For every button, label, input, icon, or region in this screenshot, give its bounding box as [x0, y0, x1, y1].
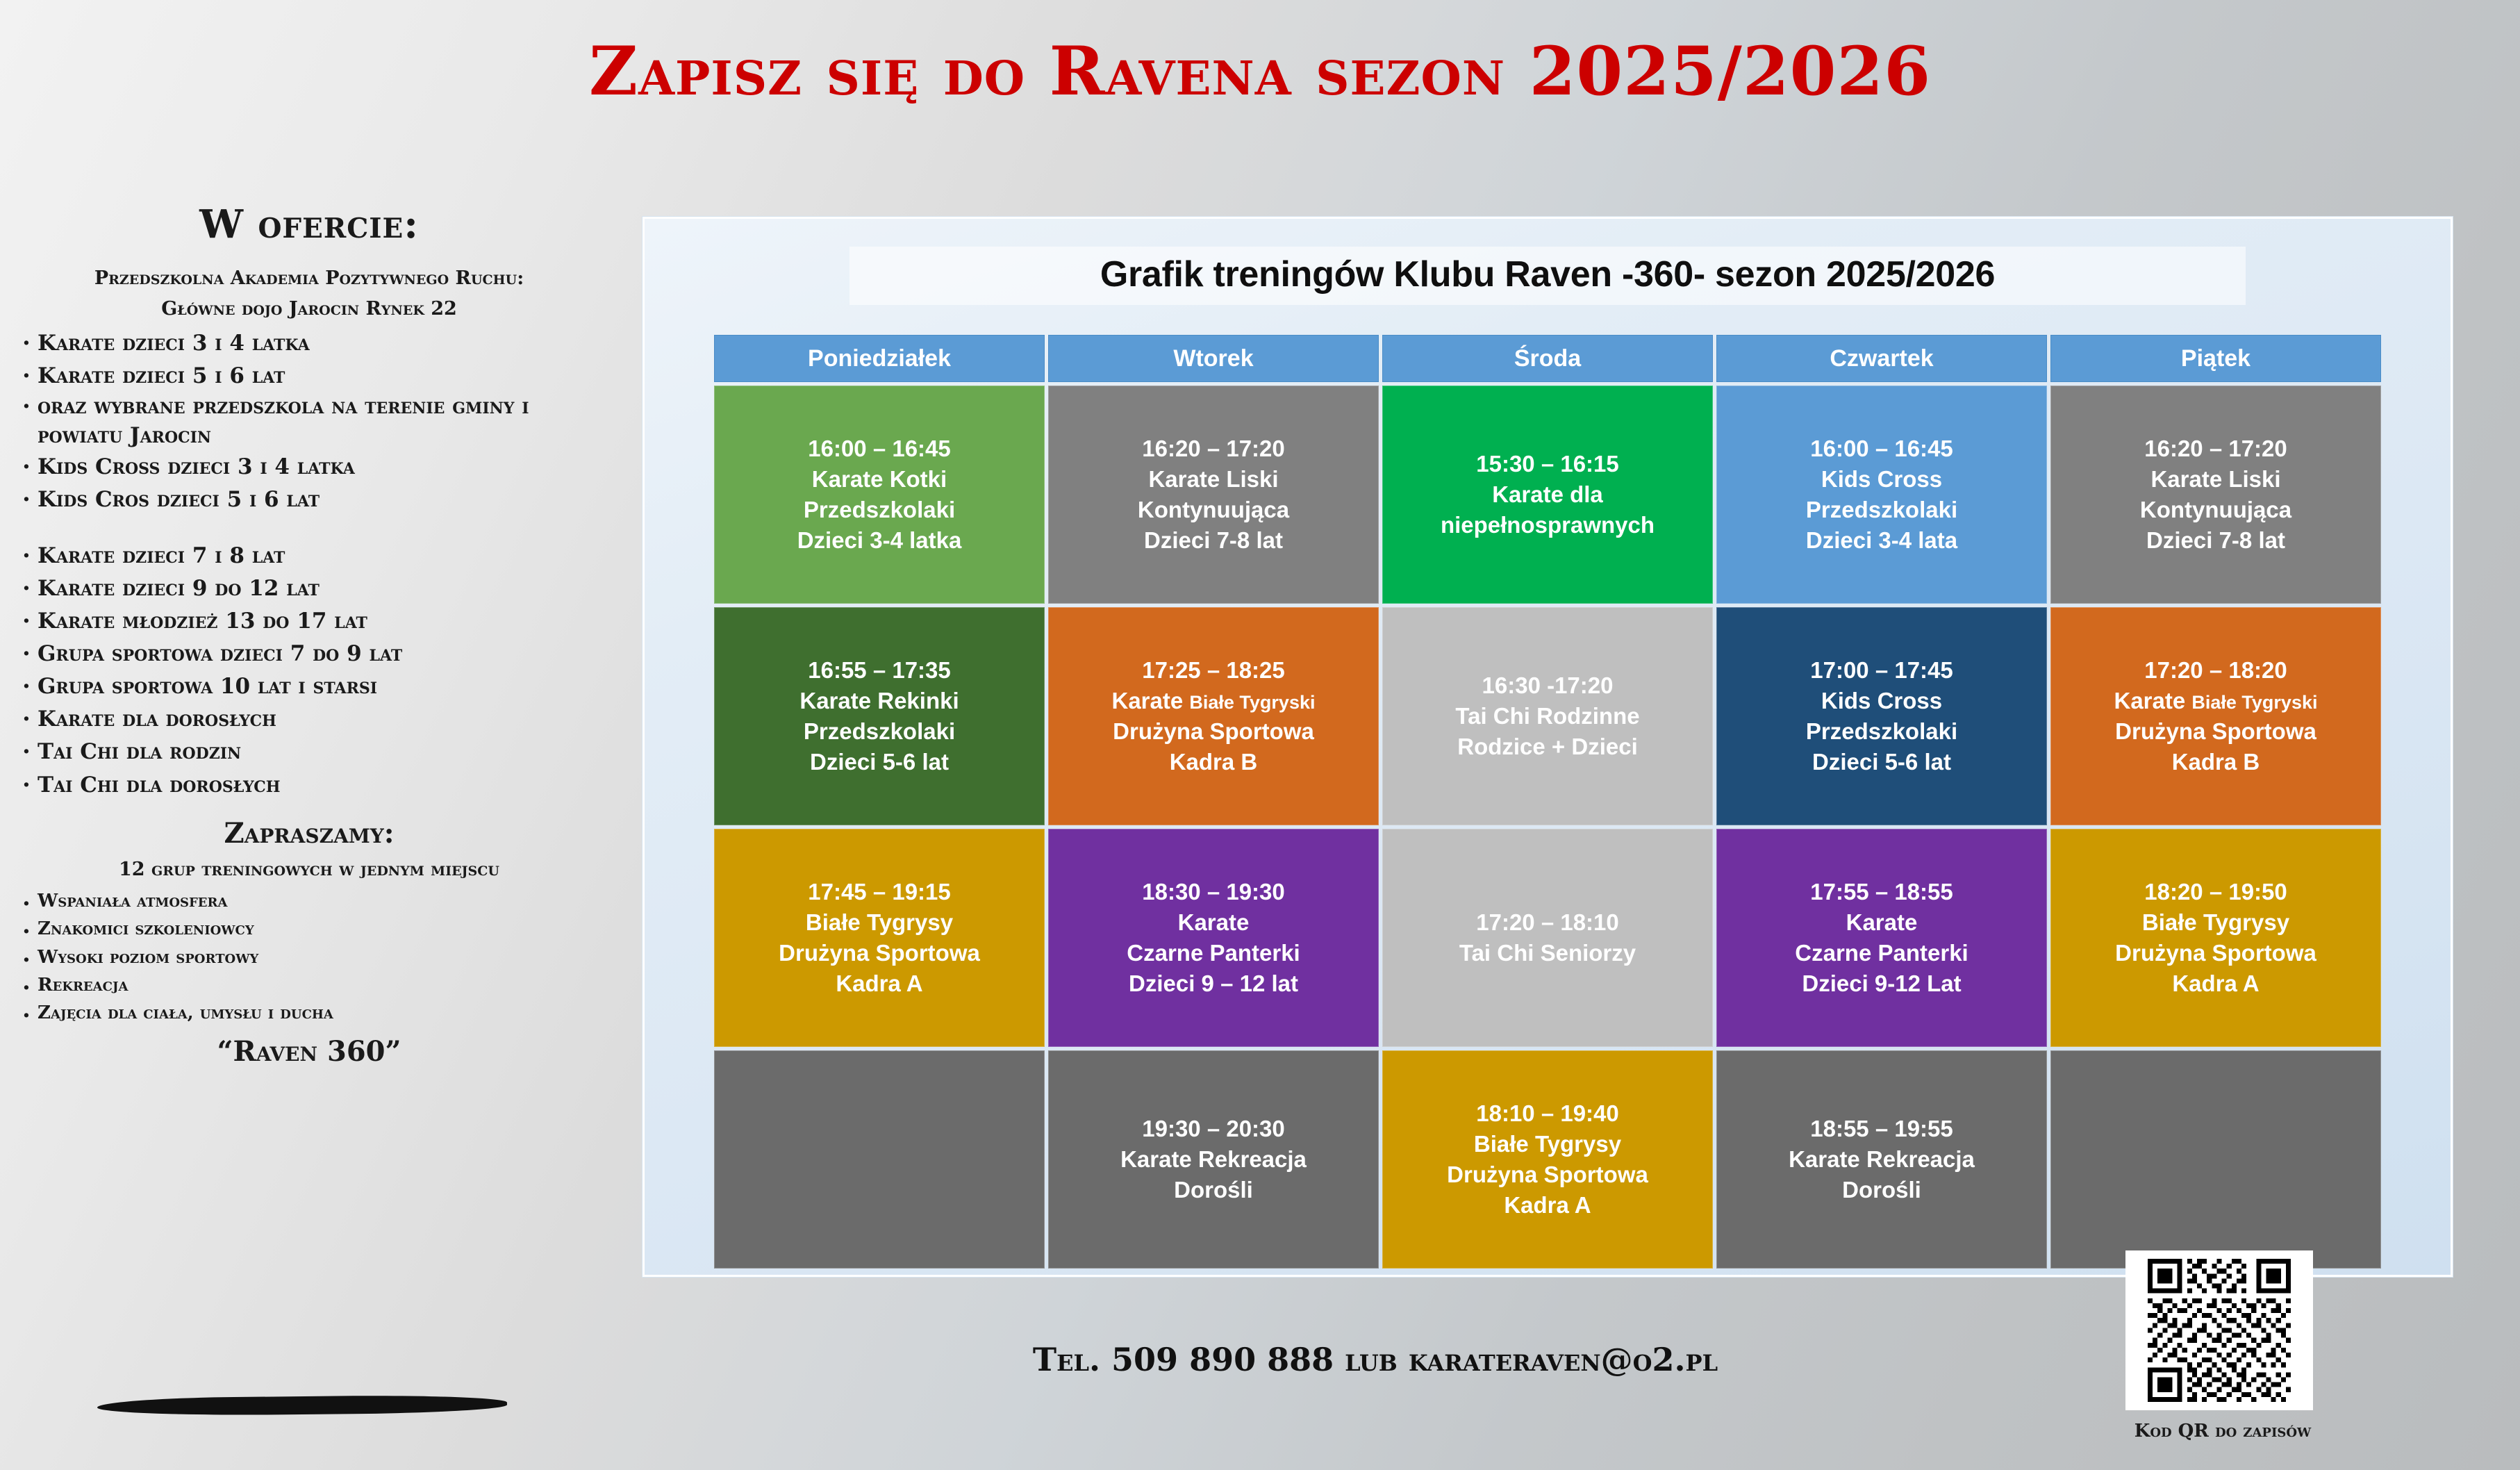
schedule-cell-line: Przedszkolaki	[803, 718, 956, 744]
list-item: · Karate dla dorosłych	[17, 703, 618, 736]
offer-list-group1	[0, 327, 618, 516]
schedule-cell-line: 18:55 – 19:55	[1810, 1116, 1953, 1142]
schedule-cell-line: Dzieci 3-4 latka	[797, 527, 962, 553]
schedule-cell	[1382, 1050, 1713, 1269]
list-item: · Karate dzieci 7 i 8 lat	[17, 540, 618, 572]
schedule-cell	[1382, 607, 1713, 825]
schedule-cell-line: 16:20 – 17:20	[2144, 436, 2287, 462]
schedule-cell-line: Drużyna Sportowa	[1113, 718, 1314, 744]
schedule-cell-line: Karate Białe Tygryski	[2114, 688, 2318, 714]
offer-subheading-line1: Przedszkolna Akademia Pozytywnego Ruchu:	[94, 267, 524, 289]
schedule-cell	[714, 386, 1045, 604]
list-item: · Wspaniała atmosfera	[17, 887, 618, 915]
offer-heading: W ofercie:	[199, 201, 419, 247]
schedule-cell-line: Karate Liski	[2150, 466, 2281, 493]
schedule-cell-line: Drużyna Sportowa	[1447, 1162, 1648, 1187]
offer-list-group3	[0, 887, 618, 1027]
schedule-cell-line: Kids Cross	[1821, 466, 1943, 493]
schedule-cell-line: 17:00 – 17:45	[1810, 657, 1953, 684]
schedule-cell-line: 16:20 – 17:20	[1142, 436, 1285, 462]
schedule-cell-line: Dzieci 9 – 12 lat	[1129, 970, 1298, 996]
schedule-cell-line: Kontynuująca	[1137, 497, 1290, 522]
schedule-cell-empty	[2050, 1050, 2381, 1269]
table-row	[714, 829, 2381, 1047]
list-item: · Karate dzieci 5 i 6 lat	[17, 360, 618, 393]
table-row	[714, 1050, 2381, 1269]
schedule-cell-line: Białe Tygrysy	[1473, 1131, 1622, 1157]
schedule-cell	[1382, 386, 1713, 604]
schedule-cell-line: 17:20 – 18:20	[2144, 657, 2287, 684]
schedule-cell-line: Karate Kotki	[811, 466, 947, 493]
schedule-cell-line: 16:30 -17:20	[1482, 672, 1614, 699]
list-item: · Rekreacja	[17, 971, 618, 999]
schedule-cell-line: Białe Tygrysy	[805, 909, 954, 936]
schedule-cell-line: 17:55 – 18:55	[1810, 879, 1953, 905]
schedule-cell-line: Rodzice + Dzieci	[1457, 733, 1638, 759]
schedule-table	[711, 331, 2385, 1272]
schedule-cell-line: Dzieci 5-6 lat	[1812, 748, 1951, 775]
qr-code[interactable]	[2125, 1250, 2313, 1410]
table-header-row	[714, 335, 2381, 382]
invitation-heading: Zapraszamy:	[224, 816, 395, 850]
list-item: · Kids Cros dzieci 5 i 6 lat	[17, 484, 618, 516]
list-item: · Grupa sportowa dzieci 7 do 9 lat	[17, 638, 618, 670]
schedule-cell-line: Dzieci 3-4 lata	[1805, 527, 1958, 553]
schedule-cell-line: Karate	[1177, 909, 1250, 936]
groups-count-line: 12 grup treningowych w jednym miejscu	[119, 858, 499, 880]
schedule-cell-line: Dzieci 7-8 lat	[2146, 527, 2285, 553]
schedule-cell	[2050, 829, 2381, 1047]
schedule-cell-line: 18:20 – 19:50	[2144, 879, 2287, 905]
qr-caption: Kod QR do zapisów	[2134, 1421, 2312, 1442]
schedule-cell-line: 16:55 – 17:35	[808, 657, 951, 684]
schedule-cell-line: Dzieci 7-8 lat	[1144, 527, 1283, 553]
schedule-cell-line: Przedszkolaki	[1805, 718, 1958, 744]
schedule-cell-line: 15:30 – 16:15	[1476, 451, 1619, 477]
schedule-cell-line: Tai Chi Seniorzy	[1459, 940, 1636, 966]
list-item: · Tai Chi dla dorosłych	[17, 769, 618, 802]
qr-code-image	[2134, 1259, 2305, 1402]
schedule-cell-line: Drużyna Sportowa	[779, 940, 980, 966]
offer-section	[0, 201, 618, 1068]
list-item: · Zajęcia dla ciała, umysłu i ducha	[17, 999, 618, 1027]
schedule-cell-line: Karate Rekinki	[799, 688, 959, 714]
column-header-thursday: Czwartek	[1716, 335, 2047, 382]
offer-list-group2	[0, 540, 618, 802]
schedule-cell	[714, 829, 1045, 1047]
page-title-main: Zapisz się do Ravena sezon	[588, 32, 1530, 110]
schedule-cell-line: 17:20 – 18:10	[1476, 909, 1619, 936]
schedule-cell	[2050, 386, 2381, 604]
schedule-cell-line: niepełnosprawnych	[1440, 511, 1655, 538]
schedule-cell-line: Drużyna Sportowa	[2115, 718, 2316, 744]
list-item: · Znakomici szkoleniowcy	[17, 915, 618, 943]
schedule-title: Grafik treningów Klubu Raven -360- sezon 2025/2026	[849, 247, 2246, 305]
schedule-cell	[1716, 607, 2047, 825]
schedule-cell-line: Dzieci 5-6 lat	[810, 748, 949, 775]
list-item: · Wysoki poziom sportowy	[17, 943, 618, 971]
list-item: · Karate dzieci 9 do 12 lat	[17, 572, 618, 605]
schedule-cell-line: Czarne Panterki	[1127, 940, 1300, 966]
table-row	[714, 607, 2381, 825]
brush-stroke-decoration	[97, 1394, 507, 1417]
column-header-friday: Piątek	[2050, 335, 2381, 382]
schedule-cell-line: Karate	[1846, 909, 1918, 936]
schedule-cell-line: Czarne Panterki	[1795, 940, 1968, 966]
schedule-cell-line: Tai Chi Rodzinne	[1455, 703, 1640, 729]
list-item: · Grupa sportowa 10 lat i starsi	[17, 670, 618, 703]
schedule-cell-line: Kids Cross	[1821, 688, 1943, 714]
schedule-cell	[1382, 829, 1713, 1047]
schedule-cell-line: Kadra A	[1504, 1191, 1591, 1218]
schedule-cell-line: Karate Rekreacja	[1789, 1146, 1975, 1173]
list-item: · Karate młodzież 13 do 17 lat	[17, 605, 618, 638]
schedule-cell-line: Drużyna Sportowa	[2115, 940, 2316, 966]
schedule-cell-line: Kadra B	[1169, 748, 1258, 775]
schedule-cell-line: Karate Rekreacja	[1120, 1146, 1307, 1173]
page-title	[0, 32, 2520, 110]
schedule-cell-line: Białe Tygrysy	[2141, 909, 2290, 936]
schedule-cell-empty	[714, 1050, 1045, 1269]
list-item: · Kids Cross dzieci 3 i 4 latka	[17, 451, 618, 484]
list-item: · Tai Chi dla rodzin	[17, 736, 618, 768]
schedule-cell-line: Dorośli	[1174, 1176, 1253, 1203]
schedule-cell-line: Kadra A	[2172, 970, 2260, 996]
raven-tagline: “Raven 360”	[217, 1035, 401, 1068]
schedule-cell-line: 18:30 – 19:30	[1142, 879, 1285, 905]
schedule-cell-line: Karate Liski	[1148, 466, 1279, 493]
contact-line: Tel. 509 890 888 lub karateraven@o2.pl	[1032, 1341, 1718, 1378]
table-row	[714, 386, 2381, 604]
column-header-tuesday: Wtorek	[1048, 335, 1379, 382]
schedule-cell	[1048, 829, 1379, 1047]
schedule-cell-line: 16:00 – 16:45	[808, 436, 951, 462]
page-title-year: 2025/2026	[1529, 32, 1932, 110]
schedule-cell-line: Dzieci 9-12 Lat	[1802, 970, 1962, 996]
schedule-cell-line: 17:25 – 18:25	[1142, 657, 1285, 684]
schedule-cell-line: Kadra A	[836, 970, 923, 996]
schedule-cell-line: Kontynuująca	[2139, 497, 2292, 522]
schedule-body	[714, 386, 2381, 1269]
spacer	[0, 516, 618, 540]
schedule-cell-line: 16:00 – 16:45	[1810, 436, 1953, 462]
schedule-cell	[1048, 1050, 1379, 1269]
schedule-cell-line: Karate Białe Tygryski	[1111, 688, 1316, 714]
column-header-monday: Poniedziałek	[714, 335, 1045, 382]
schedule-cell-line: 18:10 – 19:40	[1476, 1100, 1619, 1127]
schedule-cell-line: 19:30 – 20:30	[1142, 1116, 1285, 1142]
schedule-cell	[2050, 607, 2381, 825]
schedule-cell	[714, 607, 1045, 825]
schedule-cell	[1048, 386, 1379, 604]
schedule-cell	[1048, 607, 1379, 825]
schedule-cell-line: Przedszkolaki	[803, 497, 956, 522]
list-item: · oraz wybrane przedszkola na terenie gminy i powiatu Jarocin	[17, 393, 618, 451]
schedule-cell	[1716, 386, 2047, 604]
schedule-cell-line: Kadra B	[2171, 748, 2260, 775]
schedule-cell-line: Dorośli	[1842, 1176, 1921, 1203]
schedule-cell-line: Karate dla	[1492, 481, 1603, 508]
schedule-panel	[643, 217, 2453, 1277]
list-item: · Karate dzieci 3 i 4 latka	[17, 327, 618, 360]
schedule-cell-line: 17:45 – 19:15	[808, 879, 951, 905]
offer-subheading-line2: Główne dojo Jarocin Rynek 22	[161, 298, 457, 320]
schedule-cell	[1716, 829, 2047, 1047]
schedule-cell	[1716, 1050, 2047, 1269]
schedule-cell-line: Przedszkolaki	[1805, 497, 1958, 522]
column-header-wednesday: Środa	[1382, 335, 1713, 382]
